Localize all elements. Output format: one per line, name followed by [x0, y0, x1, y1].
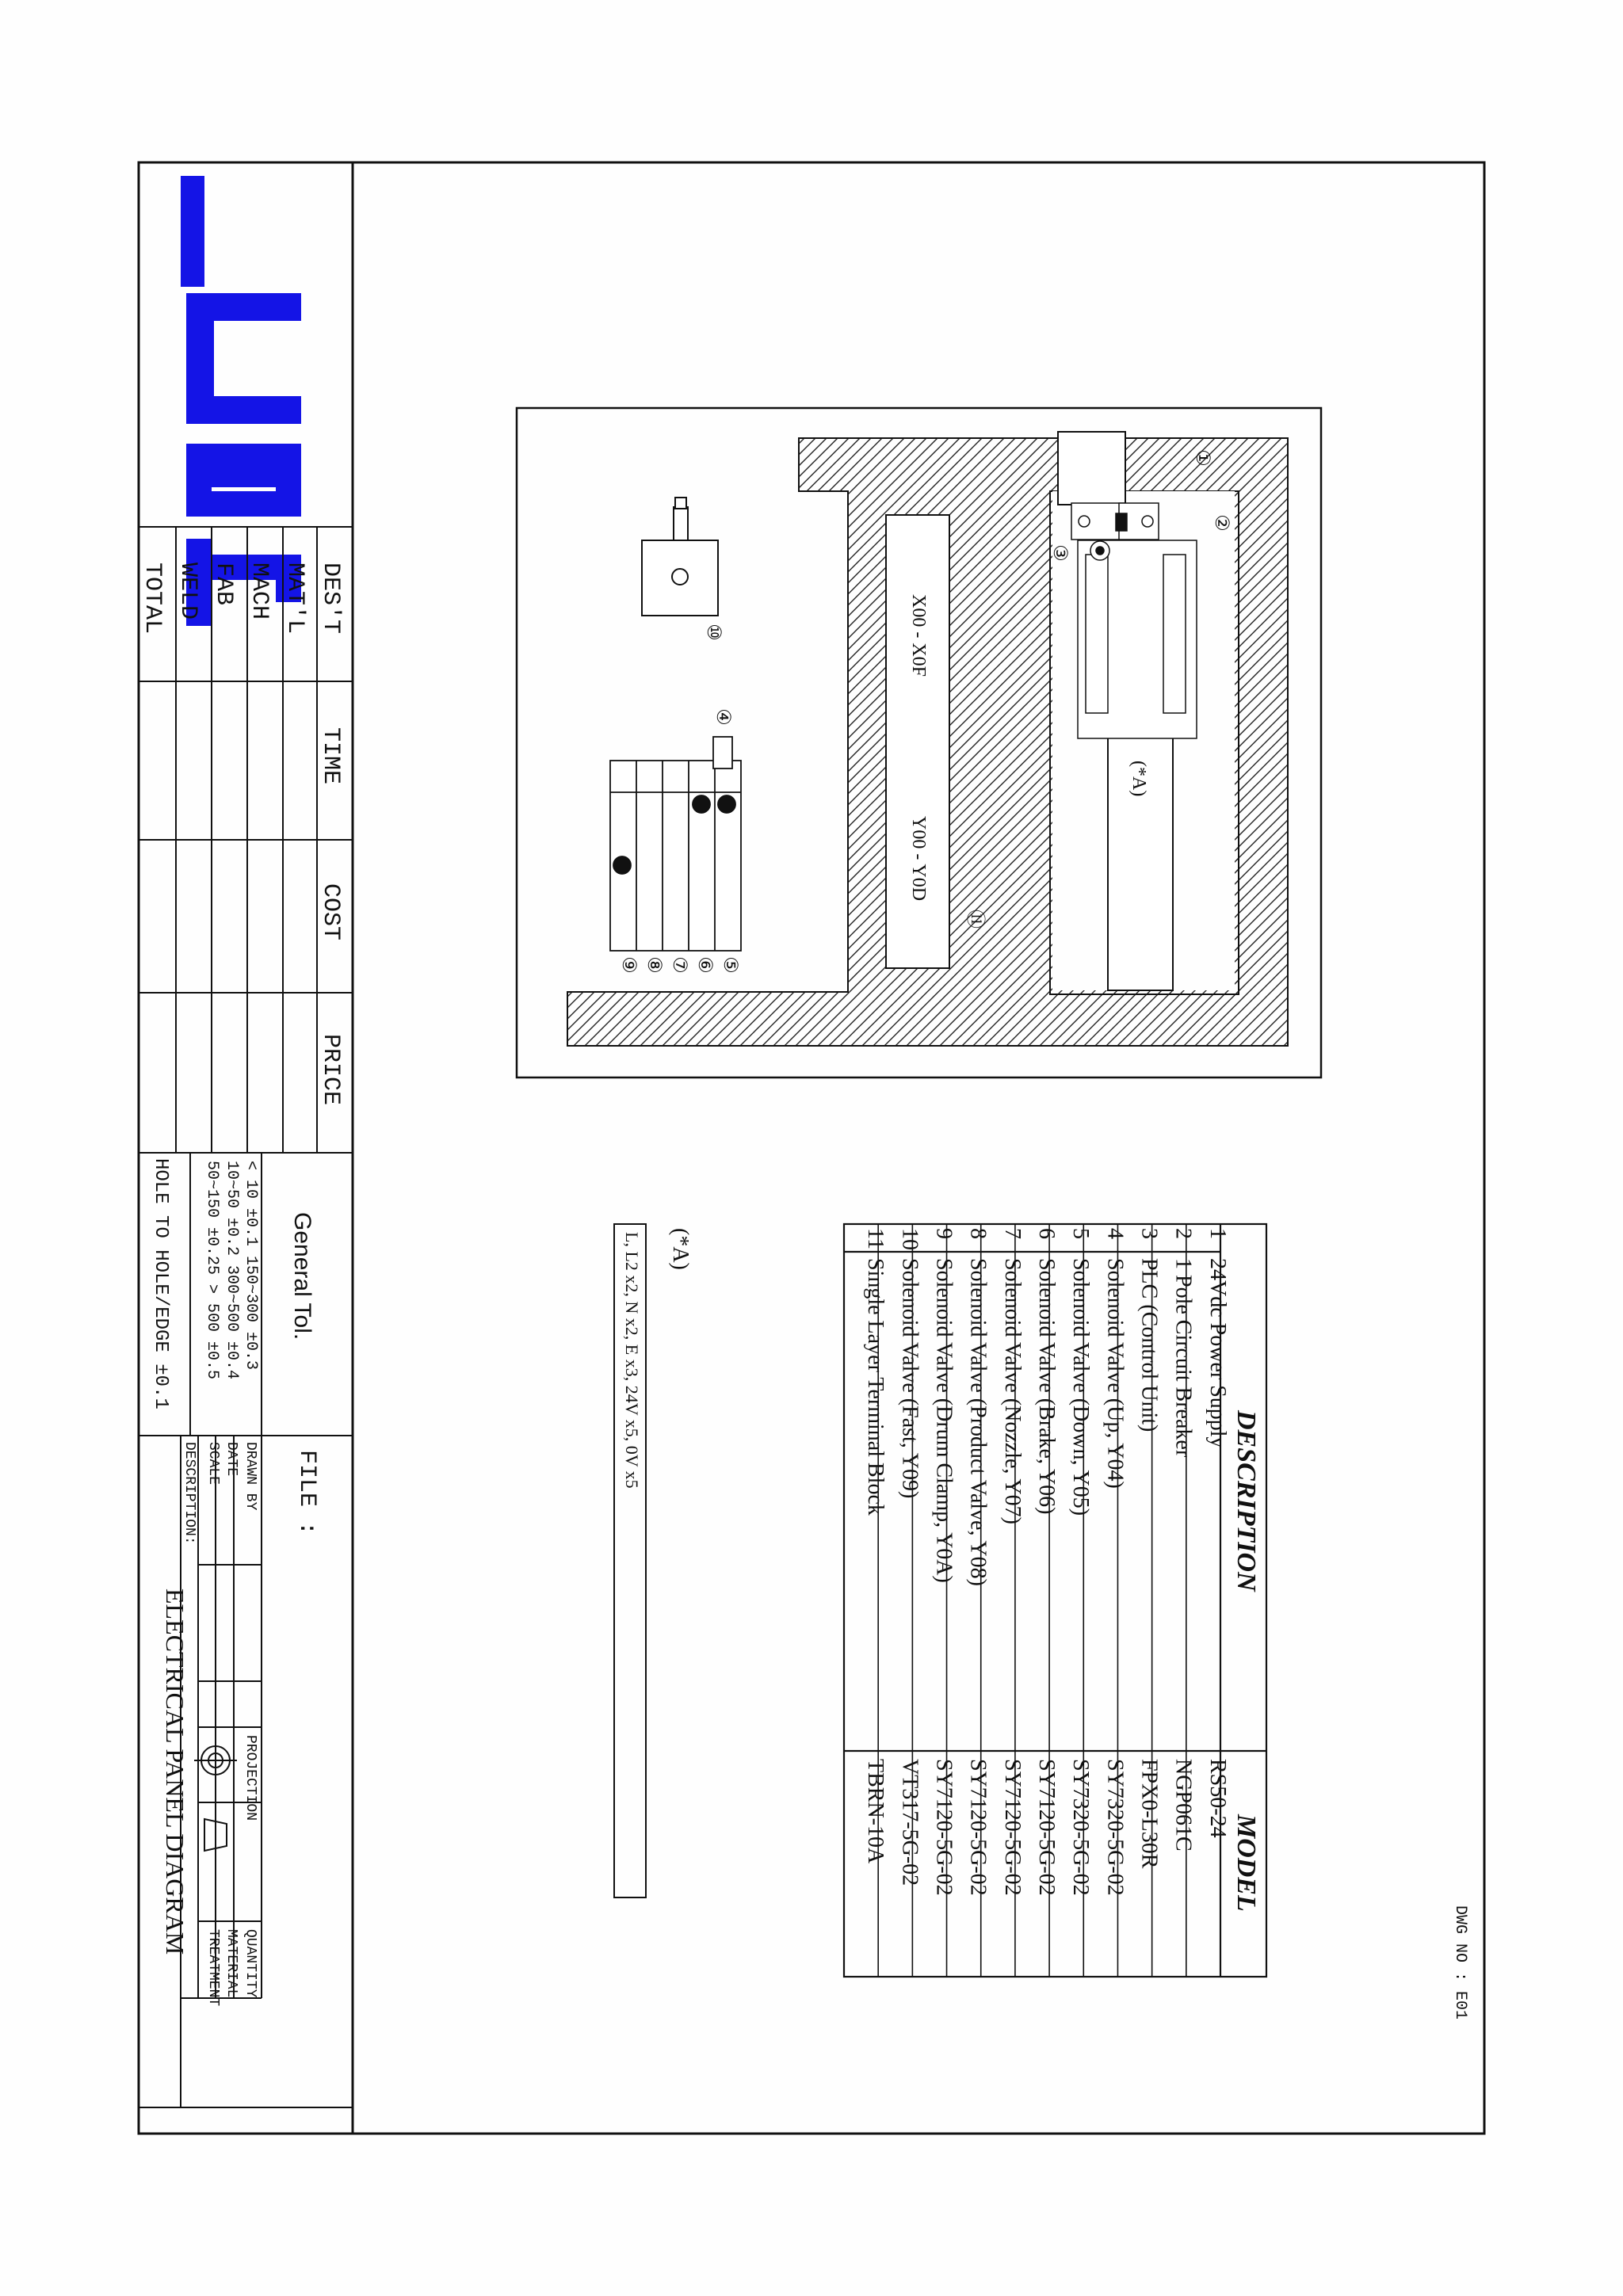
cost-header-cost: COST — [317, 883, 344, 941]
bom-row-model: RS50-24 — [1205, 1759, 1230, 1838]
callout-1: ① — [1192, 449, 1212, 467]
bom-row-no: 2 — [1170, 1228, 1196, 1239]
cost-row-matl: MAT'L — [281, 563, 308, 635]
bom-header — [1232, 1409, 1261, 1912]
cost-header-price: PRICE — [317, 1034, 344, 1106]
bom-row-model: SY7320-5G-02 — [1068, 1759, 1094, 1896]
cost-row-dest: DES'T — [317, 563, 344, 635]
bom-row-model: SY7120-5G-02 — [1034, 1759, 1059, 1896]
bom-row-no: 3 — [1136, 1228, 1162, 1239]
bom-row-desc: Solenoid Valve (Brake, Y06) — [1034, 1258, 1059, 1515]
cost-table — [139, 563, 344, 1105]
bom-row-desc: PLC (Control Unit) — [1136, 1258, 1162, 1432]
callout-5: ⑤ — [720, 956, 740, 974]
callout-8: ⑧ — [643, 956, 664, 974]
tol-line-2: 10~50 ±0.2 300~500 ±0.4 — [223, 1161, 241, 1380]
bom-row-desc: Solenoid Valve (Drum Clamp, Y0A) — [931, 1258, 957, 1583]
note-label: (*A) — [668, 1228, 693, 1270]
bom-row-no: 9 — [931, 1228, 957, 1239]
file-label: FILE : — [293, 1450, 320, 1536]
projection-label: PROJECTION — [242, 1735, 258, 1821]
tolerance-block — [150, 1158, 315, 1409]
treatment-label: TREATMENT — [205, 1929, 221, 2007]
io-label-x: X00 - X0F — [908, 594, 929, 677]
bom-row-model: SY7120-5G-02 — [931, 1759, 957, 1896]
hole-tol: HOLE TO HOLE/EDGE ±0.1 — [150, 1158, 171, 1409]
bom-row-model: FPX0-L30R — [1136, 1759, 1162, 1869]
tol-line-1: < 10 ±0.1 150~300 ±0.3 — [242, 1161, 260, 1371]
callout-3: ③ — [1049, 544, 1070, 562]
selector-switch — [642, 498, 718, 616]
bom-row-no: 11 — [863, 1228, 888, 1249]
bom-row-model: TBRN-10A — [863, 1759, 888, 1864]
scale-label: SCALE — [205, 1442, 221, 1486]
callout-11: ⑪ — [964, 910, 985, 929]
drawing-title: ELECTRICAL PANEL DIAGRAM — [161, 1589, 189, 1955]
bom-header-model: MODEL — [1232, 1814, 1261, 1912]
bom-row-desc: 24Vdc Power Supply — [1205, 1258, 1230, 1448]
bom-row-desc: Solenoid Valve (Fast, Y09) — [897, 1258, 922, 1499]
bom-row-model: SY7120-5G-02 — [965, 1759, 991, 1896]
bom-row-desc: Solenoid Valve (Down, Y05) — [1068, 1258, 1094, 1516]
material-label: MATERIAL — [223, 1929, 239, 1998]
cost-header-time: TIME — [317, 727, 344, 785]
description-label: DESCRIPTION: — [181, 1442, 197, 1545]
cost-row-weld: WELD — [174, 563, 201, 620]
cost-row-fab: FAB — [210, 563, 237, 606]
bom-row-desc: Solenoid Valve (Nozzle, Y07) — [999, 1258, 1025, 1524]
drawn-by-label: DRAWN BY — [242, 1442, 258, 1511]
bom-header-desc: DESCRIPTION — [1232, 1410, 1261, 1592]
bom-rows — [863, 1228, 1230, 1896]
circuit-breaker — [1071, 503, 1159, 540]
bom-row-no: 5 — [1068, 1228, 1094, 1239]
plc-unit — [1078, 540, 1197, 738]
dwg-number: DWG NO : E01 — [1451, 1905, 1469, 2020]
bom-row-model: SY7120-5G-02 — [999, 1759, 1025, 1896]
tol-line-3: 50~150 ±0.25 > 500 ±0.5 — [203, 1161, 221, 1380]
bom-row-no: 10 — [897, 1228, 922, 1250]
callout-2: ② — [1211, 514, 1232, 532]
callout-7: ⑦ — [669, 956, 689, 974]
bom-row-model: NGP061C — [1170, 1759, 1196, 1852]
general-tol: General Tol. — [289, 1212, 315, 1341]
quantity-label: QUANTITY — [242, 1929, 258, 1998]
bom-row-model: SY7320-5G-02 — [1102, 1759, 1128, 1896]
bom-row-desc: Solenoid Valve (Up, Y04) — [1102, 1258, 1128, 1489]
callout-10: ⑩ — [703, 624, 724, 641]
callout-6: ⑥ — [694, 956, 715, 974]
power-supply — [1058, 432, 1125, 505]
solenoid-manifold — [610, 737, 741, 951]
callout-4: ④ — [712, 708, 733, 726]
bom-row-no: 8 — [965, 1228, 991, 1239]
bom-row-desc: Solenoid Valve (Product Valve, Y08) — [965, 1258, 991, 1586]
note-text: L, L2 x2, N x2, E x3, 24V x5, 0V x5 — [622, 1232, 642, 1489]
callout-9: ⑨ — [618, 956, 639, 974]
io-label-y: Y00 - Y0D — [908, 816, 929, 902]
bom-row-no: 7 — [999, 1228, 1025, 1239]
bom-row-no: 1 — [1205, 1228, 1230, 1239]
date-label: DATE — [223, 1442, 239, 1477]
cost-row-mach: MACH — [246, 563, 273, 620]
bom-row-no: 4 — [1102, 1228, 1128, 1239]
bom-row-desc: Single Layer Terminal Block — [863, 1258, 888, 1516]
bom-row-desc: 1 Pole Circuit Breaker — [1170, 1258, 1196, 1458]
cost-row-total: TOTAL — [139, 563, 166, 635]
terminal-note: (*A) — [1128, 761, 1149, 797]
bom-row-no: 6 — [1034, 1228, 1059, 1239]
bom-row-model: VT317-5G-02 — [897, 1759, 922, 1886]
